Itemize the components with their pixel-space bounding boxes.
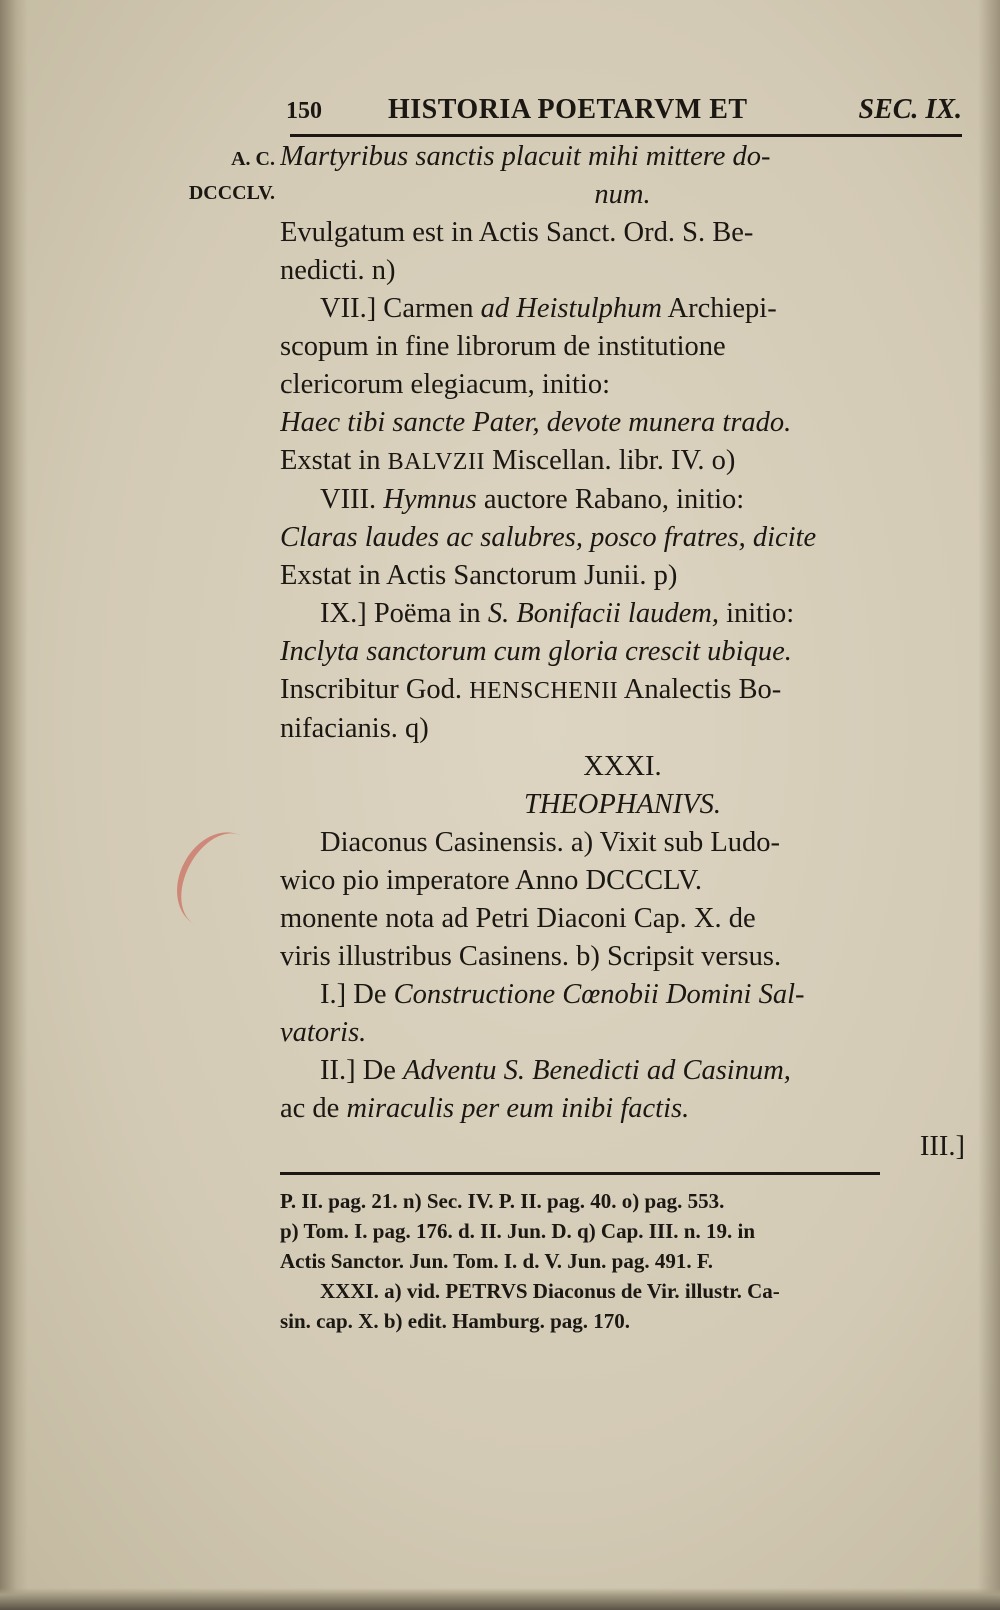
running-title: HISTORIA POETARVM ET (388, 94, 748, 125)
footnote-line: Actis Sanctor. Jun. Tom. I. d. V. Jun. pag. 491. F. (280, 1249, 713, 1273)
text-span: IX.] Poëma in (320, 598, 488, 629)
text-line: num. (594, 179, 651, 210)
running-header (286, 92, 962, 132)
text-span-italic: ad Heistulphum (480, 293, 662, 324)
footnote-rule (280, 1172, 880, 1175)
page-number: 150 (286, 98, 322, 124)
text-line: Claras laudes ac salubres, posco fratres, dicite (280, 522, 817, 553)
chapter-title: THEOPHANIVS. (523, 789, 722, 820)
text-span-italic: Adventu S. Benedicti ad Casinum, (403, 1055, 791, 1086)
text-span: II.] De (320, 1055, 404, 1086)
text-line (280, 481, 965, 519)
text-line: scopum in fine librorum de institutione (280, 331, 726, 362)
text-line (280, 595, 965, 633)
margin-date-note (150, 142, 275, 210)
footnote-line: sin. cap. X. b) edit. Hamburg. pag. 170. (280, 1309, 631, 1333)
text-span: I.] De (320, 979, 394, 1010)
text-span: VIII. (320, 484, 384, 515)
page-left-edge-shadow (0, 0, 28, 1610)
text-line: Exstat in Actis Sanctorum Junii. p) (280, 560, 678, 591)
footnote-line: P. II. pag. 21. n) Sec. IV. P. II. pag. 40. o) pag. 553. (280, 1189, 725, 1213)
text-line: vatoris. (280, 1017, 367, 1048)
text-span: Inscribitur God. (280, 674, 470, 705)
text-span-smallcaps: BALVZII (387, 449, 485, 475)
text-span-italic: miraculis per eum inibi factis. (346, 1093, 690, 1124)
text-span: Exstat in (280, 445, 388, 476)
chapter-number: XXXI. (583, 751, 662, 782)
text-span-italic: Constructione Cœnobii Domini Sal- (393, 979, 805, 1010)
header-rule (290, 134, 962, 137)
text-line: Inclyta sanctorum cum gloria crescit ubique. (280, 636, 792, 667)
text-line (280, 671, 965, 710)
text-line: Haec tibi sancte Pater, devote munera trado. (280, 407, 792, 438)
text-line (280, 976, 965, 1014)
margin-line-1: A. C. (231, 148, 275, 170)
catchword: III.] (919, 1131, 965, 1162)
text-span: VII.] Carmen (320, 293, 481, 324)
text-line: monente nota ad Petri Diaconi Cap. X. de (280, 903, 756, 934)
text-line (280, 1052, 965, 1090)
text-span: ac de (280, 1093, 347, 1124)
text-span: initio: (718, 598, 795, 629)
text-line: nifacianis. q) (280, 713, 429, 744)
text-line (280, 1090, 965, 1128)
red-ink-mark (161, 818, 275, 942)
text-line (280, 290, 965, 328)
margin-line-2: DCCCLV. (188, 182, 275, 204)
text-span-smallcaps: HENSCHENII (469, 678, 619, 704)
text-line: nedicti. n) (280, 255, 396, 286)
text-line: Diaconus Casinensis. a) Vixit sub Ludo- (320, 827, 781, 858)
text-line (280, 442, 965, 481)
text-span: auctore Rabano, initio: (476, 484, 745, 515)
text-line: wico pio imperatore Anno DCCCLV. (280, 865, 702, 896)
text-span: Analectis Bo- (618, 674, 782, 705)
text-span: Miscellan. libr. IV. o) (484, 445, 736, 476)
page-right-edge-shadow (978, 0, 1000, 1610)
page-bottom-edge-shadow (0, 1588, 1000, 1610)
section-number: SEC. IX. (858, 94, 962, 125)
text-line: clericorum elegiacum, initio: (280, 369, 611, 400)
text-line: viris illustribus Casinens. b) Scripsit versus. (280, 941, 782, 972)
footnote-line: p) Tom. I. pag. 176. d. II. Jun. D. q) Cap. III. n. 19. in (280, 1219, 755, 1243)
footnote-line: XXXI. a) vid. PETRVS Diaconus de Vir. illustr. Ca- (320, 1279, 780, 1303)
text-line: Martyribus sanctis placuit mihi mittere do- (280, 141, 771, 172)
text-span-italic: S. Bonifacii laudem, (487, 598, 719, 629)
footnotes (280, 1186, 960, 1336)
text-span: Archiepi- (661, 293, 777, 324)
text-span-italic: Hymnus (383, 484, 477, 515)
main-text (280, 138, 965, 1166)
text-line: Evulgatum est in Actis Sanct. Ord. S. Be- (280, 217, 754, 248)
